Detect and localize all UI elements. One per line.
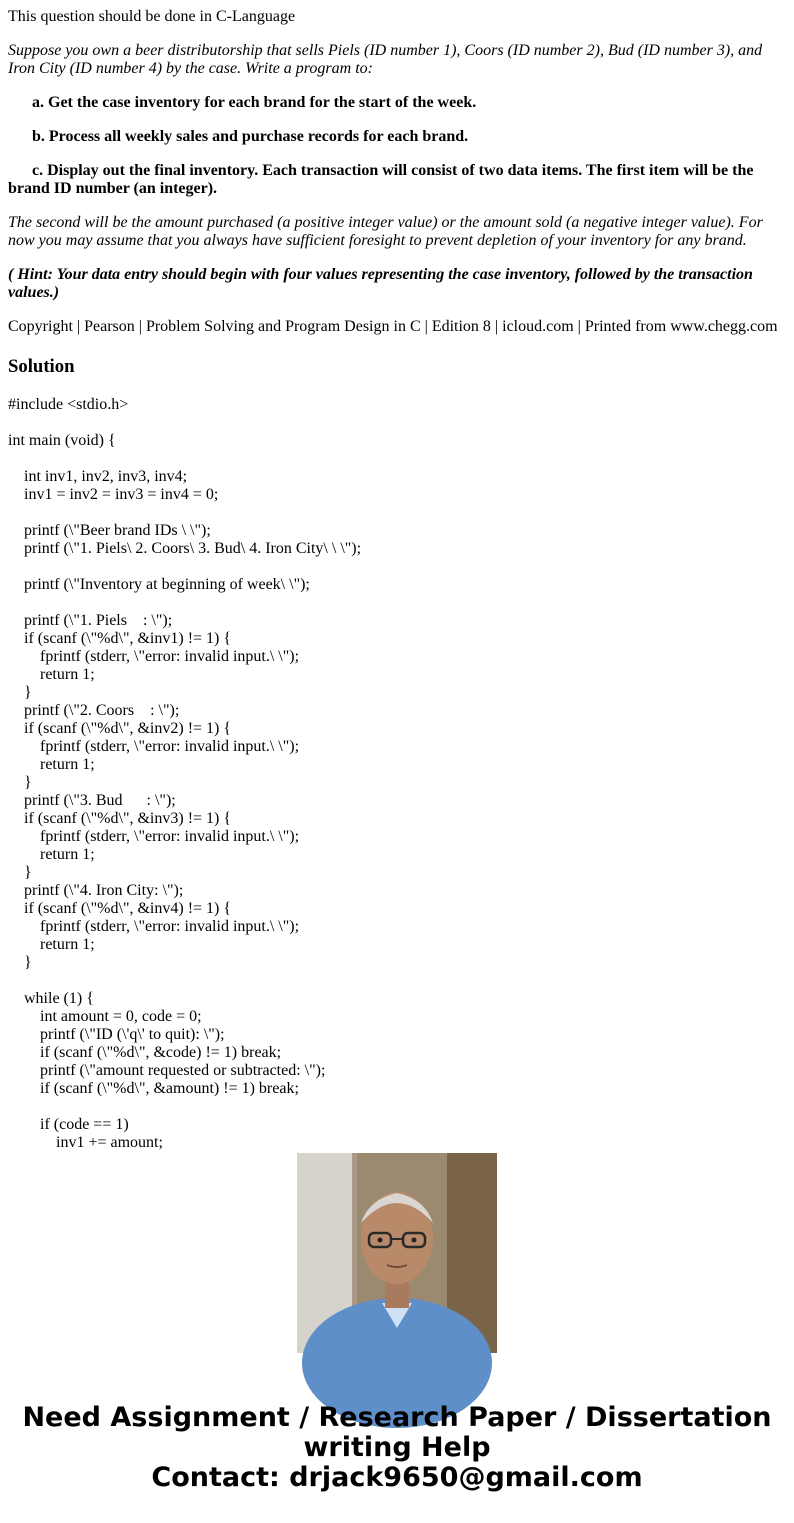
question-details: The second will be the amount purchased (a positive integer value) or the amount sold (a negative integer value). For now you may assume that you always have sufficient foresight to prevent depletion of your inventory for any brand. — [8, 214, 763, 249]
code-line: if (scanf (\"%d\", &amount) != 1) break; — [8, 1080, 299, 1097]
code-line — [8, 504, 788, 522]
code-line — [8, 972, 788, 990]
code-line: int inv1, inv2, inv3, inv4; — [8, 468, 188, 485]
code-line: } — [8, 774, 32, 791]
code-line: } — [8, 954, 32, 971]
author-photo — [297, 1153, 497, 1353]
contact-banner — [0, 1403, 794, 1493]
code-line: inv1 = inv2 = inv3 = inv4 = 0; — [8, 486, 219, 503]
code-line: } — [8, 864, 32, 881]
document-body — [8, 8, 788, 1151]
question-intro: This question should be done in C-Language — [8, 8, 296, 25]
task-b: b. Process all weekly sales and purchase records for each brand. — [32, 128, 469, 145]
code-line: while (1) { — [8, 990, 94, 1007]
code-line: printf (\"3. Bud : \"); — [8, 792, 176, 809]
code-line: fprintf (stderr, \"error: invalid input.\ \"); — [8, 648, 300, 665]
code-line: fprintf (stderr, \"error: invalid input.\ \"); — [8, 828, 300, 845]
copyright-line: Copyright | Pearson | Problem Solving and Program Design in C | Edition 8 | icloud.com | Printed from www.chegg.com — [8, 318, 778, 335]
code-line: return 1; — [8, 846, 95, 863]
author-avatar — [297, 1153, 497, 1353]
code-line: if (scanf (\"%d\", &inv1) != 1) { — [8, 630, 232, 647]
code-line: inv1 += amount; — [8, 1134, 163, 1151]
code-line: #include <stdio.h> — [8, 396, 129, 413]
code-line — [8, 1098, 788, 1116]
code-line: int main (void) { — [8, 432, 116, 449]
code-line: printf (\"1. Piels : \"); — [8, 612, 173, 629]
solution-code — [8, 396, 788, 1151]
code-line: fprintf (stderr, \"error: invalid input.\ \"); — [8, 738, 300, 755]
code-line — [8, 558, 788, 576]
code-line: printf (\"Beer brand IDs \ \"); — [8, 522, 211, 539]
code-line: } — [8, 684, 32, 701]
code-line: if (scanf (\"%d\", &inv2) != 1) { — [8, 720, 232, 737]
banner-line-2: writing Help — [303, 1432, 491, 1463]
banner-line-3: Contact: drjack9650@gmail.com — [151, 1462, 643, 1493]
code-line — [8, 414, 788, 432]
banner-line-1: Need Assignment / Research Paper / Dissertation — [22, 1402, 772, 1433]
code-line: if (scanf (\"%d\", &inv3) != 1) { — [8, 810, 232, 827]
code-line: printf (\"amount requested or subtracted: \"); — [8, 1062, 326, 1079]
code-line — [8, 594, 788, 612]
code-line: if (code == 1) — [8, 1116, 129, 1133]
code-line: printf (\"ID (\'q\' to quit): \"); — [8, 1026, 225, 1043]
code-line: return 1; — [8, 936, 95, 953]
code-line: return 1; — [8, 756, 95, 773]
question-hint: ( Hint: Your data entry should begin with four values representing the case inventory, followed by the transaction values.) — [8, 266, 753, 301]
code-line: printf (\"4. Iron City: \"); — [8, 882, 184, 899]
code-line: if (scanf (\"%d\", &inv4) != 1) { — [8, 900, 232, 917]
code-line: printf (\"2. Coors : \"); — [8, 702, 180, 719]
code-line: printf (\"1. Piels\ 2. Coors\ 3. Bud\ 4. Iron City\ \ \"); — [8, 540, 362, 557]
task-c: c. Display out the final inventory. Each transaction will consist of two data items. The first item will be the brand ID number (an integer). — [8, 162, 754, 197]
question-description: Suppose you own a beer distributorship that sells Piels (ID number 1), Coors (ID number 2), Bud (ID number 3), and Iron City (ID number 4) by the case. Write a program to: — [8, 42, 763, 77]
code-line: fprintf (stderr, \"error: invalid input.\ \"); — [8, 918, 300, 935]
code-line: int amount = 0, code = 0; — [8, 1008, 202, 1025]
code-line: printf (\"Inventory at beginning of week\ \"); — [8, 576, 310, 593]
task-a: a. Get the case inventory for each brand for the start of the week. — [32, 94, 477, 111]
solution-heading: Solution — [8, 356, 75, 377]
code-line — [8, 450, 788, 468]
code-line: return 1; — [8, 666, 95, 683]
code-line: if (scanf (\"%d\", &code) != 1) break; — [8, 1044, 282, 1061]
